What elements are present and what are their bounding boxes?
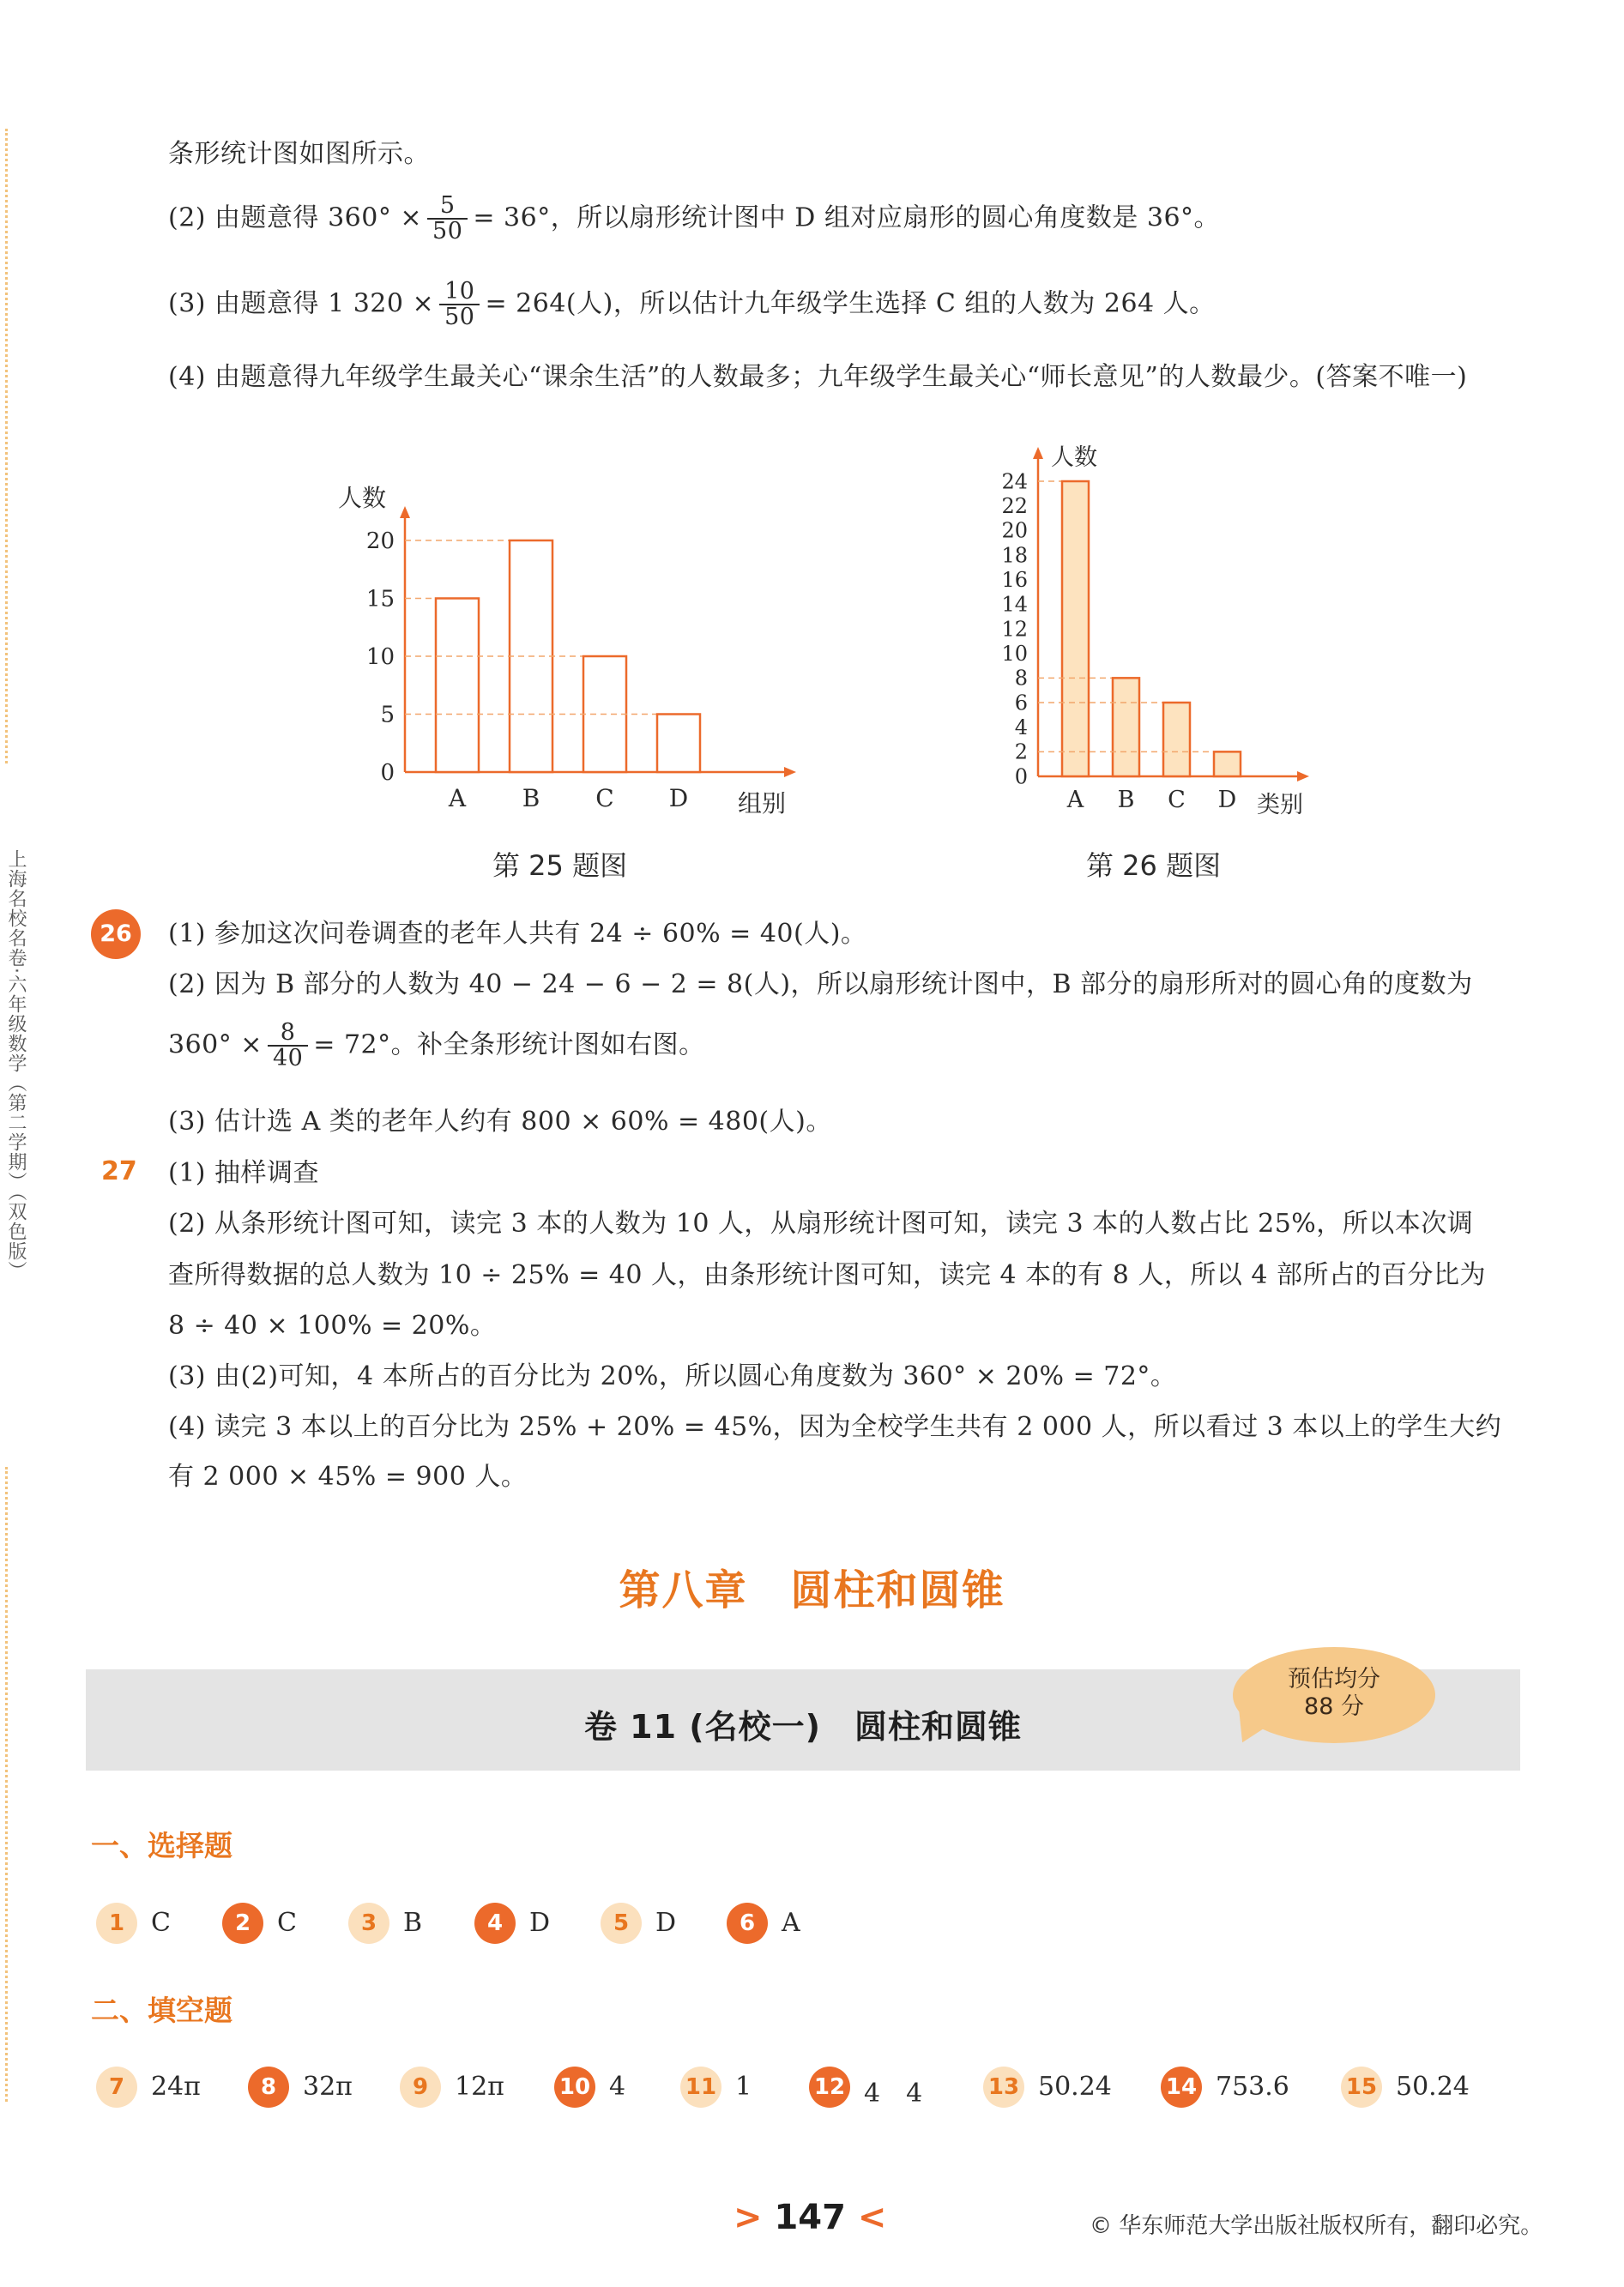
q27-line-5: (3) 由(2)可知，4 本所占的百分比为 20%，所以圆心角度数为 360° × 20% = 72°。: [168, 1361, 1177, 1391]
y-tick-label: 10: [365, 644, 395, 671]
y-tick-label: 12: [1001, 617, 1028, 642]
answer-number-badge: 4: [474, 1903, 516, 1944]
y-tick-label: 14: [1001, 592, 1028, 617]
chart-q25: [317, 455, 798, 824]
answer-value: C: [277, 1908, 297, 1938]
page-arrow-right: <: [857, 2198, 887, 2237]
answer-value: D: [655, 1908, 677, 1938]
answer-number-badge: 2: [222, 1903, 263, 1944]
answer-value: 50.24: [1396, 2072, 1470, 2102]
y-tick-label: 10: [1001, 642, 1028, 667]
answer-number-badge: 12: [809, 2067, 850, 2108]
answer-number-badge: 10: [554, 2067, 595, 2108]
q26-line-3: 360° × $\frac{8}{40}$ = 72°。补全条形统计图如右图。: [168, 1019, 705, 1072]
answer-line-3: (4) 由题意得九年级学生最关心“课余生活”的人数最多；九年级学生最关心“师长意见”的人数最少。(答案不唯一): [168, 362, 1468, 392]
bar-D: [1214, 751, 1241, 776]
bar-C: [1163, 703, 1190, 776]
answer-number-badge: 6: [727, 1903, 768, 1944]
y-tick-label: 0: [380, 760, 395, 787]
answer-number-badge: 8: [248, 2067, 289, 2108]
fraction: $\frac{8}{40}$: [268, 1021, 308, 1071]
bar-D: [657, 715, 700, 773]
y-tick-label: 6: [1014, 691, 1028, 715]
answer-number-badge: 5: [601, 1903, 642, 1944]
q27-line-1: (1) 抽样调查: [168, 1158, 320, 1188]
x-axis-label: 组别: [738, 789, 787, 818]
q27-line-2: (2) 从条形统计图可知，读完 3 本的人数为 10 人，从扇形统计图可知，读完 3 本的人数占比 25%，所以本次调: [168, 1209, 1474, 1239]
x-tick-label: D: [1217, 787, 1237, 813]
y-tick-label: 16: [1001, 568, 1028, 593]
x-tick-label: C: [595, 784, 614, 812]
y-tick-label: 15: [365, 586, 395, 612]
q26-line-4: (3) 估计选 A 类的老年人约有 800 × 60% = 480(人)。: [168, 1107, 832, 1137]
y-tick-label: 18: [1001, 543, 1028, 568]
x-tick-label: A: [448, 784, 467, 812]
section-fill-title: 二、填空题: [91, 1994, 232, 2027]
bar-A: [1062, 481, 1089, 776]
margin-dotted-line-top: [5, 129, 8, 763]
answer-value: C: [151, 1908, 171, 1938]
x-axis-arrow: [1297, 771, 1309, 781]
exam-title: 卷 11 (名校一) 圆柱和圆锥: [583, 1708, 1023, 1746]
answer-value: 1: [735, 2072, 752, 2102]
question-number: 27: [101, 1156, 137, 1186]
q26-line-2: (2) 因为 B 部分的人数为 40 − 24 − 6 − 2 = 8(人)，所以扇形统计图中，B 部分的扇形所对的圆心角的度数为: [168, 969, 1473, 999]
y-tick-label: 2: [1014, 739, 1028, 764]
answer-line-2: (3) 由题意得 1 320 × $\frac{10}{50}$ = 264(人)，所以估计九年级学生选择 C 组的人数为 264 人。: [168, 278, 1216, 331]
answer-number-badge: 7: [96, 2067, 137, 2108]
y-tick-label: 24: [1001, 469, 1028, 494]
answer-number-badge: 1: [96, 1903, 137, 1944]
y-axis-arrow: [1033, 447, 1043, 459]
y-axis-label: 人数: [337, 484, 387, 512]
bubble-line-1: 预估均分: [1288, 1666, 1380, 1693]
y-tick-label: 0: [1014, 764, 1028, 789]
answer-number-badge: 14: [1161, 2067, 1202, 2108]
x-tick-label: B: [1117, 787, 1135, 813]
bar-B: [1113, 678, 1139, 776]
answer-number-badge: 11: [680, 2067, 721, 2108]
bar-A: [436, 599, 479, 773]
x-tick-label: A: [1066, 787, 1084, 813]
q26-line-1: (1) 参加这次问卷调查的老年人共有 24 ÷ 60% = 40(人)。: [168, 919, 867, 949]
x-axis-label: 类别: [1257, 792, 1303, 818]
answer-value: B: [403, 1908, 423, 1938]
fraction: $\frac{5}{50}$: [427, 194, 468, 244]
q27-line-3: 查所得数据的总人数为 10 ÷ 25% = 40 人，由条形统计图可知，读完 4 本的有 8 人，所以 4 部所占的百分比为: [168, 1260, 1486, 1290]
x-tick-label: C: [1168, 787, 1186, 813]
y-tick-label: 20: [1001, 518, 1028, 543]
y-axis-arrow: [400, 506, 410, 518]
page-number-value: 147: [774, 2198, 846, 2237]
chart-q26: [978, 429, 1321, 824]
answer-value: 4: [609, 2072, 626, 2102]
answer-line-1: (2) 由题意得 360° × $\frac{5}{50}$ = 36°，所以扇形统计图中 D 组对应扇形的圆心角度数是 36°。: [168, 192, 1221, 245]
answer-value: A: [782, 1908, 800, 1938]
x-tick-label: B: [522, 784, 540, 812]
chart-caption-26: 第 26 题图: [1086, 849, 1222, 882]
q27-line-6: (4) 读完 3 本以上的百分比为 25% + 20% = 45%，因为全校学生共有 2 000 人，所以看过 3 本以上的学生大约: [168, 1412, 1502, 1442]
page-arrow-left: >: [734, 2198, 763, 2237]
answer-value: 4 4: [864, 2079, 923, 2109]
fraction: $\frac{10}{50}$: [439, 280, 480, 330]
question-number-badge: 26: [91, 909, 141, 959]
y-tick-label: 5: [380, 702, 395, 728]
answer-line-0: 条形统计图如图所示。: [168, 139, 430, 169]
y-tick-label: 4: [1014, 715, 1028, 740]
y-tick-label: 20: [365, 528, 395, 555]
average-score-bubble: [1233, 1647, 1435, 1743]
x-axis-arrow: [784, 767, 796, 777]
answer-value: 32π: [303, 2072, 353, 2102]
copyright-notice: © 华东师范大学出版社版权所有，翻印必究。: [1090, 2213, 1543, 2239]
y-axis-label: 人数: [1051, 444, 1097, 471]
side-book-title: 上海名校名卷·六年级数学（第二学期）（双色版）: [5, 849, 27, 1281]
x-tick-label: D: [668, 784, 689, 812]
answer-number-badge: 3: [348, 1903, 389, 1944]
answer-number-badge: 13: [983, 2067, 1024, 2108]
chapter-title: 第八章 圆柱和圆锥: [619, 1566, 1005, 1614]
answer-value: 24π: [151, 2072, 201, 2102]
section-choice-title: 一、选择题: [91, 1829, 232, 1862]
q27-line-7: 有 2 000 × 45% = 900 人。: [168, 1462, 528, 1492]
answer-value: 753.6: [1216, 2072, 1289, 2102]
y-tick-label: 8: [1014, 666, 1028, 691]
q27-line-4: 8 ÷ 40 × 100% = 20%。: [168, 1311, 497, 1341]
bubble-line-2: 88 分: [1304, 1693, 1364, 1720]
page-number: [734, 2198, 886, 2237]
answer-number-badge: 15: [1341, 2067, 1382, 2108]
y-tick-label: 22: [1001, 494, 1028, 519]
answer-number-badge: 9: [400, 2067, 441, 2108]
answer-value: 12π: [455, 2072, 504, 2102]
answer-value: D: [529, 1908, 551, 1938]
answer-value: 50.24: [1038, 2072, 1112, 2102]
chart-caption-25: 第 25 题图: [492, 849, 628, 882]
